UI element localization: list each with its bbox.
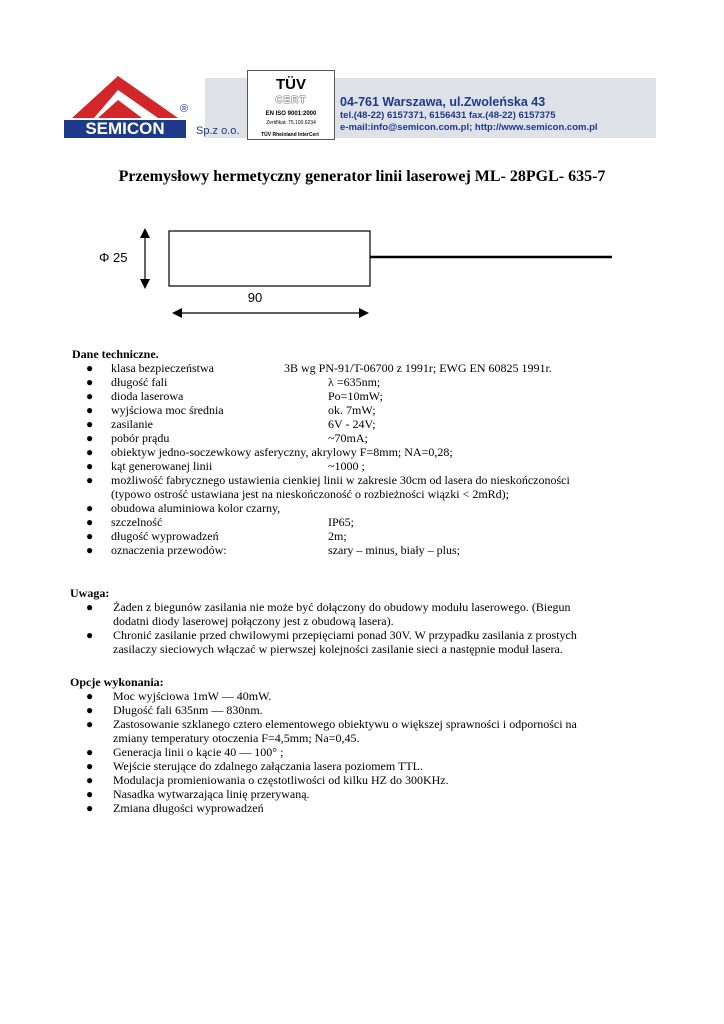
cert-standard: EN ISO 9001:2000 [265,111,317,117]
option-item [70,745,710,759]
note-item-text: Żaden z biegunów zasilania nie może być dołączony do obudowy modułu laserowego. (Biegun [113,600,571,614]
bullet-icon: ● [86,417,94,431]
spec-item [72,431,712,445]
spec-label: długość fali [111,375,168,389]
tuv-brand: TÜV [276,76,306,93]
page-title: Przemysłowy hermetyczny generator linii laserowej ML- 28PGL- 635-7 [118,168,606,185]
option-item [70,759,710,773]
option-item [70,787,710,801]
spec-label: oznaczenia przewodów: [111,543,227,557]
spec-label: pobór prądu [111,431,170,445]
cert-issuer: TÜV Rheinland InterCert [261,132,319,138]
spec-label: zasilanie [111,417,153,431]
note-item [70,600,710,614]
note-item-text: Chronić zasilanie przed chwilowymi przepięciami ponad 30V. W przypadku zasilania z prostych [113,628,577,642]
specs-section [72,347,712,557]
spec-value: ok. 7mW; [328,403,376,417]
spec-value: λ =635nm; [328,375,381,389]
dimension-diagram [0,0,724,340]
option-item [70,773,710,787]
phone: tel.(48-22) 6157371, 6156431 fax.(48-22) 6157375 [340,110,556,121]
spec-value: 6V - 24V; [328,417,376,431]
length-label: 90 [247,290,263,305]
bullet-icon: ● [86,515,94,529]
bullet-icon: ● [86,473,94,487]
spec-label: szczelność [111,515,163,529]
option-item [70,801,710,815]
spec-item [72,389,712,403]
spec-value: szary – minus, biały – plus; [328,543,460,557]
option-item-continuation [70,731,710,745]
bullet-icon: ● [86,543,94,557]
specs-heading: Dane techniczne. [72,347,159,361]
bullet-icon: ● [86,759,94,773]
spec-continuation [72,487,712,501]
specs-list [72,361,712,557]
note-item [70,628,710,642]
bullet-icon: ● [86,431,94,445]
option-item-text: Modulacja promieniowania o częstotliwości od kilku HZ do 300KHz. [113,773,449,787]
bullet-icon: ● [86,787,94,801]
note-item-continuation [70,614,710,628]
cert-number: Zertifikat: 75.100.6234 [266,120,316,126]
bullet-icon: ● [86,445,94,459]
option-item-text: Nasadka wytwarzająca linię przerywaną. [113,787,310,801]
spec-value: 3B wg PN-91/T-06700 z 1991r; EWG EN 60825 1991r. [284,361,552,375]
bullet-icon: ● [86,689,94,703]
spec-continuation-text: (typowo ostrość ustawiana jest na nieskończoność o rozbieżności wiązki < 2mRd); [111,487,510,501]
options-section [70,675,710,815]
spec-item [72,403,712,417]
bullet-icon: ● [86,389,94,403]
notes-list [70,600,710,656]
option-item-text: Wejście sterujące do zdalnego załączania lasera poziomem TTL. [113,759,423,773]
option-item-continuation-text: zmiany temperatury otoczenia F=4,5mm; Na=0,45. [113,731,360,745]
spec-label: klasa bezpieczeństwa [111,361,214,375]
option-item-text: Zastosowanie szklanego cztero elementowego obiektywu o większej sprawności i odporności na [113,717,577,731]
notes-section [70,586,710,656]
note-item-continuation-text: zasilaczy sieciowych włączać w pierwszej kolejności zasilanie sieci a następnie moduł lasera. [113,642,563,656]
bullet-icon: ● [86,529,94,543]
spec-value: 2m; [328,529,347,543]
spec-label: kąt generowanej linii [111,459,213,473]
option-item-text: Długość fali 635nm — 830nm. [113,703,263,717]
spec-label: wyjściowa moc średnia [111,403,224,417]
spec-label: długość wyprowadzeń [111,529,219,543]
spec-item [72,543,712,557]
address: 04-761 Warszawa, ul.Zwoleńska 43 [340,95,546,109]
registered-mark: ® [180,103,189,115]
spec-value: IP65; [328,515,355,529]
spec-item [72,515,712,529]
note-item-continuation-text: dodatni diody laserowej połączony jest z obudową lasera). [113,614,394,628]
bullet-icon: ● [86,773,94,787]
bullet-icon: ● [86,361,94,375]
bullet-icon: ● [86,403,94,417]
spec-item [72,473,712,487]
spec-item [72,501,712,515]
bullet-icon: ● [86,717,94,731]
note-item-continuation [70,642,710,656]
options-list [70,689,710,815]
cert-word: CERT [275,95,307,106]
bullet-icon: ● [86,501,94,515]
spec-value: ~1000 ; [328,459,365,473]
bullet-icon: ● [86,703,94,717]
bullet-icon: ● [86,459,94,473]
contact[interactable]: e-mail:info@semicon.com.pl; http://www.semicon.com.pl [340,122,598,133]
bullet-icon: ● [86,801,94,815]
options-heading: Opcje wykonania: [70,675,164,689]
spec-label: obiektyw jedno-soczewkowy asferyczny, akrylowy F=8mm; NA=0,28; [111,445,453,459]
spec-item [72,445,712,459]
option-item [70,703,710,717]
bullet-icon: ● [86,745,94,759]
option-item [70,689,710,703]
spec-item [72,417,712,431]
spec-item [72,459,712,473]
spec-label: obudowa aluminiowa kolor czarny, [111,501,281,515]
spec-value: Po=10mW; [328,389,383,403]
bullet-icon: ● [86,628,94,642]
notes-heading: Uwaga: [70,586,110,600]
spec-item [72,375,712,389]
spec-label: możliwość fabrycznego ustawienia cienkiej linii w zakresie 30cm od lasera do nieskończoności [111,473,570,487]
laser-body [169,231,370,286]
option-item-text: Generacja linii o kącie 40 — 100° ; [113,745,284,759]
spec-value: ~70mA; [328,431,368,445]
spec-item [72,361,712,375]
company-suffix: Sp.z o.o. [196,125,240,137]
bullet-icon: ● [86,375,94,389]
diameter-label: Φ 25 [99,250,128,265]
spec-label: dioda laserowa [111,389,184,403]
spec-item [72,529,712,543]
bullet-icon: ● [86,600,94,614]
option-item [70,717,710,731]
option-item-text: Moc wyjściowa 1mW — 40mW. [113,689,272,703]
option-item-text: Zmiana długości wyprowadzeń [113,801,264,815]
company-name: SEMICON [85,119,165,138]
